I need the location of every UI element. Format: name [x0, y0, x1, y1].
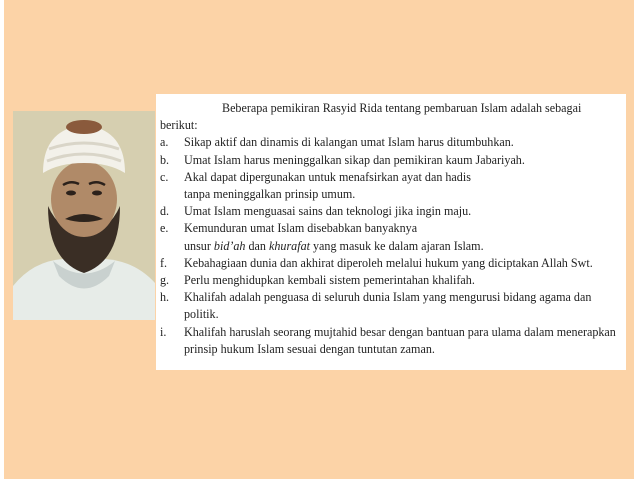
list-item-text-line1: Akal dapat dipergunakan untuk menafsirkan ayat dan hadis [184, 169, 471, 184]
list-marker: c. [160, 169, 169, 184]
list-item-text: Umat Islam menguasai sains dan teknologi jika ingin maju. [184, 204, 472, 219]
list-marker: a. [160, 135, 169, 150]
list-item-c [160, 169, 618, 203]
intro-text: Beberapa pemikiran Rasyid Rida tentang pembaruan Islam adalah sebagai berikut: [160, 101, 582, 133]
text-panel [156, 94, 626, 370]
list-marker: i. [160, 324, 167, 339]
ideas-list [160, 134, 618, 358]
term-bidah: bid’ah [213, 238, 246, 253]
list-item-text-line2 [184, 238, 618, 255]
list-item-text: Khalifah haruslah seorang mujtahid besar dengan bantuan para ulama dalam menerapkan prinsip hukum Islam sesuai dengan tuntutan zaman. [184, 324, 616, 356]
portrait-illustration [13, 111, 155, 320]
list-item-text: Sikap aktif dan dinamis di kalangan umat Islam harus ditumbuhkan. [184, 135, 514, 150]
text-pre: unsur [184, 238, 214, 253]
list-item-i [160, 324, 618, 358]
list-item-e [160, 220, 618, 254]
list-marker: b. [160, 152, 170, 167]
list-item-text: Khalifah adalah penguasa di seluruh dunia Islam yang mengurusi bidang agama dan politik. [184, 290, 592, 322]
list-item-g [160, 272, 618, 289]
list-item-text-line1: Kemunduran umat Islam disebabkan banyaknya [184, 221, 418, 236]
portrait-photo [13, 111, 155, 320]
slide [4, 0, 634, 479]
list-item-f [160, 255, 618, 272]
list-item-text: Umat Islam harus meninggalkan sikap dan pemikiran kaum Jabariyah. [184, 152, 525, 167]
list-marker: d. [160, 204, 170, 219]
text-post: yang masuk ke dalam ajaran Islam. [309, 238, 484, 253]
list-marker: g. [160, 273, 170, 288]
list-item-d [160, 203, 618, 220]
list-marker: h. [160, 290, 170, 305]
list-marker: e. [160, 221, 169, 236]
list-marker: f. [160, 255, 168, 270]
list-item-b [160, 152, 618, 169]
text-mid: dan [245, 238, 269, 253]
list-item-text-line2: tanpa meninggalkan prinsip umum. [184, 187, 356, 202]
list-item-text: Kebahagiaan dunia dan akhirat diperoleh melalui hukum yang diciptakan Allah Swt. [184, 255, 593, 270]
list-item-text: Perlu menghidupkan kembali sistem pemerintahan khalifah. [184, 273, 475, 288]
term-khurafat: khurafat [269, 238, 310, 253]
list-item-h [160, 289, 618, 323]
list-item-a [160, 134, 618, 151]
